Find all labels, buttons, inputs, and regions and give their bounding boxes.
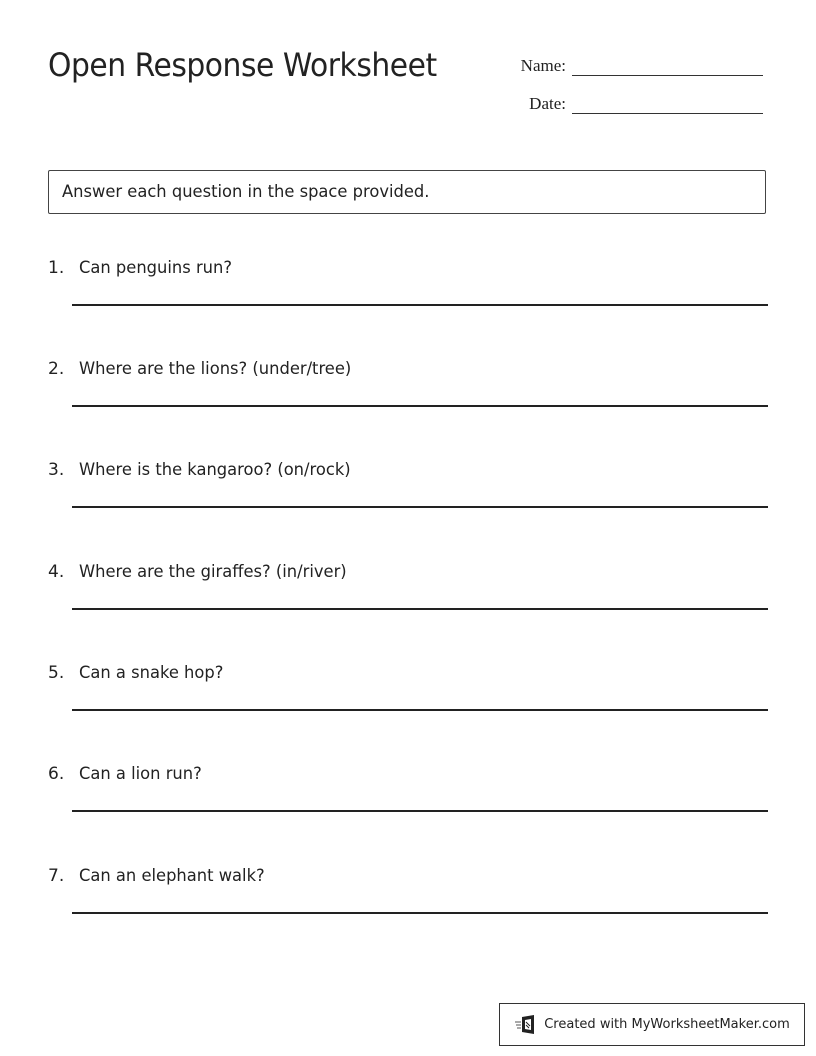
name-input-line[interactable] <box>572 57 763 76</box>
question-number: 4. <box>48 562 65 582</box>
instructions-box <box>48 170 766 214</box>
question-text: Can penguins run? <box>79 258 232 278</box>
date-input-line[interactable] <box>572 95 763 114</box>
answer-line[interactable] <box>72 405 768 407</box>
name-label: Name: <box>520 56 566 75</box>
question-number: 7. <box>48 866 65 886</box>
answer-line[interactable] <box>72 912 768 914</box>
answer-line[interactable] <box>72 810 768 812</box>
date-label: Date: <box>529 94 566 113</box>
question-text: Where are the lions? (under/tree) <box>79 359 352 379</box>
question-text: Can an elephant walk? <box>79 866 265 886</box>
footer-text: Created with MyWorksheetMaker.com <box>544 1017 790 1032</box>
question-number: 6. <box>48 764 65 784</box>
question-number: 5. <box>48 663 65 683</box>
question-number: 3. <box>48 460 65 480</box>
question-text: Can a lion run? <box>79 764 202 784</box>
answer-line[interactable] <box>72 608 768 610</box>
name-field[interactable] <box>506 56 763 76</box>
date-field[interactable] <box>506 94 763 114</box>
instructions-text: Answer each question in the space provided. <box>62 182 430 202</box>
answer-line[interactable] <box>72 506 768 508</box>
answer-line[interactable] <box>72 709 768 711</box>
answer-line[interactable] <box>72 304 768 306</box>
worksheet-maker-logo-icon <box>514 1014 538 1036</box>
page-title: Open Response Worksheet <box>48 46 437 84</box>
question-number: 2. <box>48 359 65 379</box>
question-number: 1. <box>48 258 65 278</box>
footer-credit[interactable] <box>499 1003 805 1046</box>
question-text: Where are the giraffes? (in/river) <box>79 562 347 582</box>
question-text: Can a snake hop? <box>79 663 224 683</box>
question-text: Where is the kangaroo? (on/rock) <box>79 460 351 480</box>
